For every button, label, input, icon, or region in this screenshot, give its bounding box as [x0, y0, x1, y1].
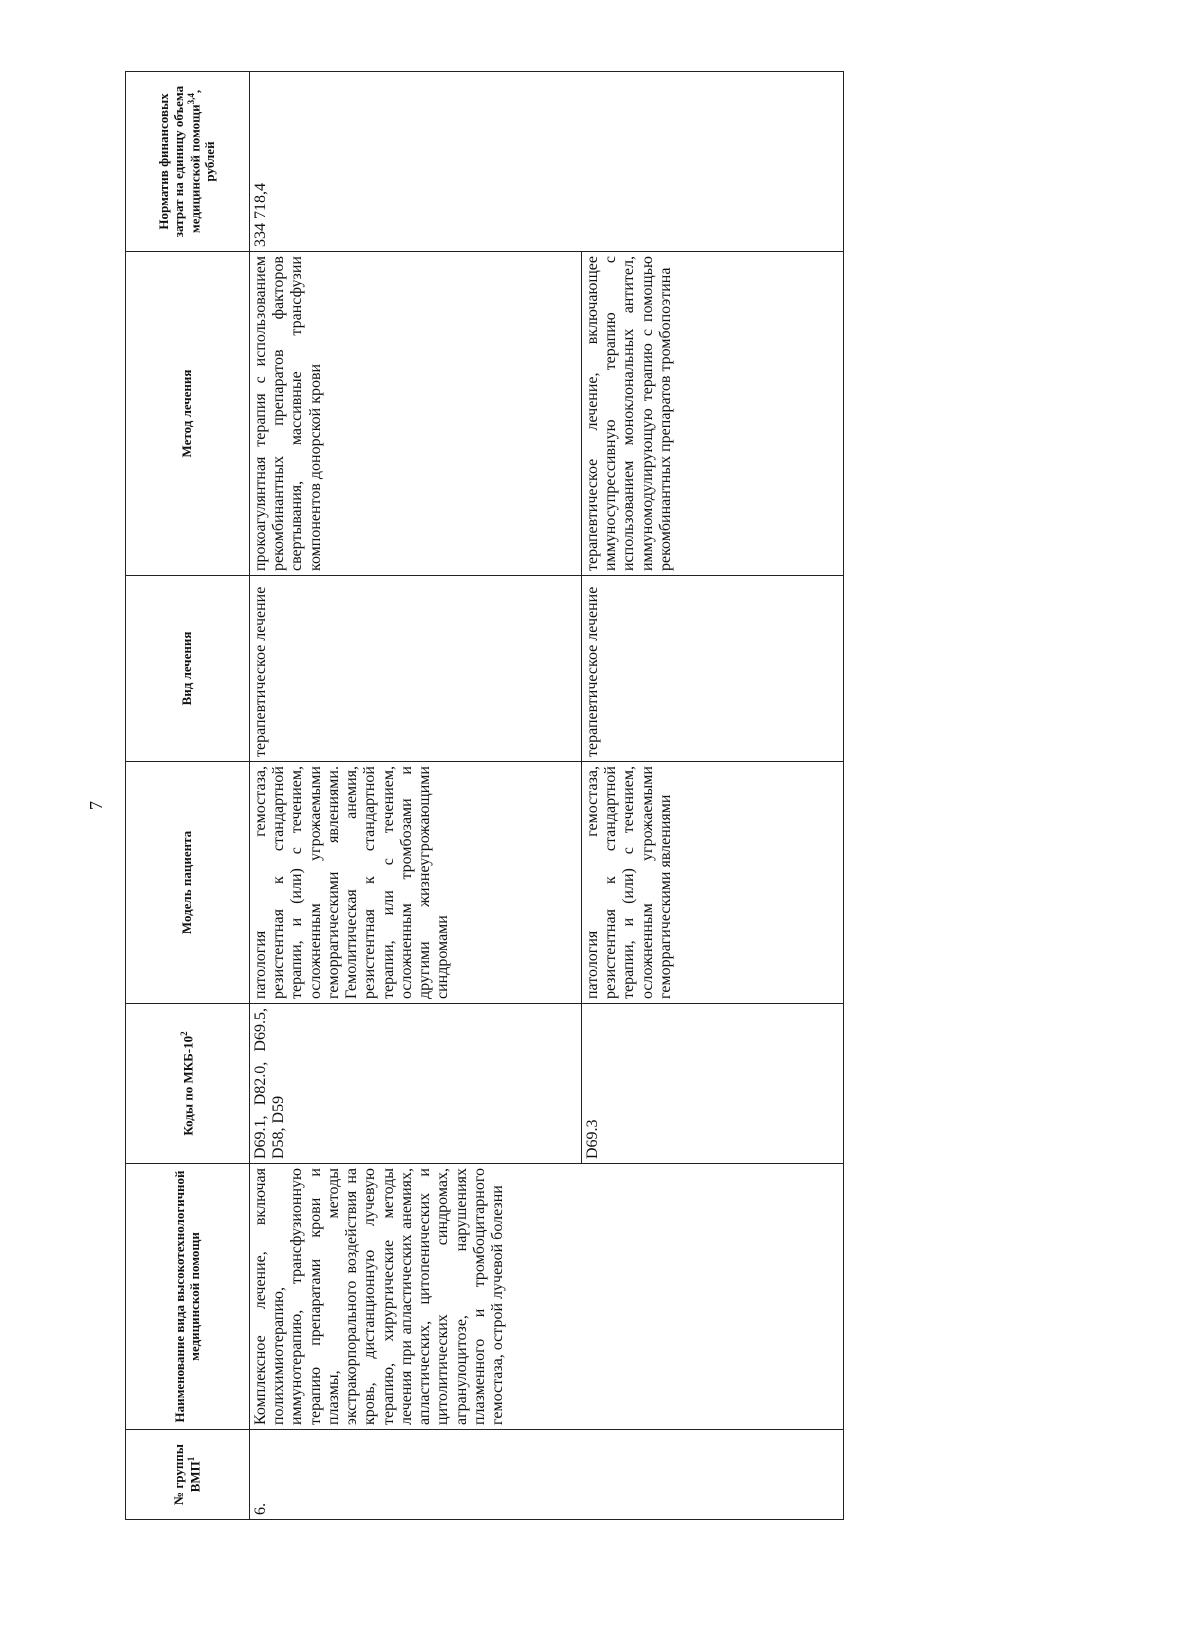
cell-codes: D69.1, D82.0, D69.5, D58, D59	[250, 1004, 582, 1164]
header-kind: Вид лечения	[126, 576, 250, 762]
cell-method: терапевтическое лечение, включающее иммуносупрессивную терапию с использованием моноклональных антител, иммуномодулирующую терапию с помощью рекомбинантных препаратов тромбопоэтина	[582, 252, 844, 576]
header-group: № группы ВМП$^1$	[126, 1430, 250, 1520]
table-header-row	[126, 72, 250, 1520]
header-model: Модель пациента	[126, 762, 250, 1004]
cell-norm: 334 718,4	[250, 72, 844, 252]
cell-kind: терапевтическое лечение	[582, 576, 844, 762]
header-codes: Коды по МКБ-$10^2$	[126, 1004, 250, 1164]
cell-model: патология гемостаза, резистентная к стандартной терапии, и (или) с течением, осложненным угрожаемыми геморрагическими явлениями. Гемолитическая анемия, резистентная к стандартной терапии, или с течением, осложненным тромбозами и другими жизнеугрожающими синдромами	[250, 762, 582, 1004]
cell-codes: D69.3	[582, 1004, 844, 1164]
header-name: Наименование вида высокотехнологичной медицинской помощи	[126, 1164, 250, 1430]
header-method: Метод лечения	[126, 252, 250, 576]
cell-method: прокоагулянтная терапия с использованием рекомбинантных препаратов факторов свертывания, массивные трансфузии компонентов донорской крови	[250, 252, 582, 576]
vmp-table	[125, 71, 844, 1520]
cell-model: патология гемостаза, резистентная к стандартной терапии, и (или) с течением, осложненным угрожаемыми геморрагическими явлениями	[582, 762, 844, 1004]
cell-kind: терапевтическое лечение	[250, 576, 582, 762]
page-number: 7	[86, 801, 106, 810]
cell-group-number: 6.	[250, 1430, 844, 1520]
rotated-table-container	[125, 72, 843, 1520]
cell-vmp-name: Комплексное лечение, включая полихимиотерапию, иммунотерапию, трансфузионную терапию препаратами крови и плазмы, методы экстракорпорального воздействия на кровь, дистанционную лучевую терапию, хирургические методы лечения при апластических анемиях, апластических, цитопенических и цитолитических синдромах, агранулоцитозе, нарушениях плазменного и тромбоцитарного гемостаза, острой лучевой болезни	[250, 1164, 844, 1430]
header-norm: Норматив финансовых затрат на единицу объема медицинской помощи$^{3,4}$, рублей	[126, 72, 250, 252]
table-row	[250, 72, 582, 1520]
